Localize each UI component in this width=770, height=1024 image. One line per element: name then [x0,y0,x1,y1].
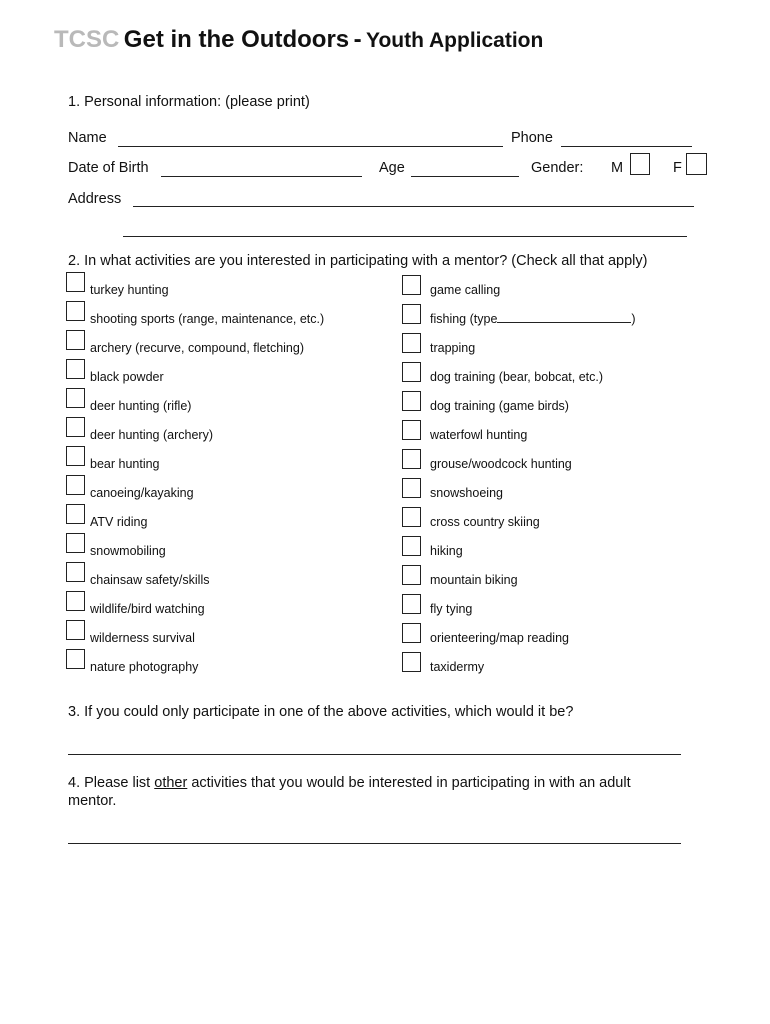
activity-checkbox[interactable] [66,591,85,611]
activity-label: trapping [430,341,476,355]
activity-checkbox[interactable] [402,623,421,643]
phone-field[interactable] [561,146,692,147]
activity-label: snowmobiling [90,544,166,558]
gender-f-label: F [673,160,682,176]
activity-checkbox[interactable] [402,565,421,585]
activity-checkbox[interactable] [402,391,421,411]
activity-label: taxidermy [430,660,485,674]
activity-checkbox[interactable] [402,652,421,672]
activity-checkbox[interactable] [402,362,421,382]
title-subtitle: Youth Application [366,29,544,52]
activity-label: grouse/woodcock hunting [430,457,572,471]
phone-label: Phone [511,130,553,146]
activity-label: shooting sports (range, maintenance, etc.) [90,312,325,326]
activity-label: dog training (bear, bobcat, etc.) [430,370,604,384]
activity-checkbox[interactable] [402,594,421,614]
activity-label [430,312,636,326]
fishing-close-paren: ) [631,312,636,326]
activity-label: waterfowl hunting [430,428,528,442]
activity-label: deer hunting (rifle) [90,399,192,413]
activity-label: snowshoeing [430,486,503,500]
activity-label: black powder [90,370,164,384]
activity-checkbox[interactable] [402,536,421,556]
section4-heading-line2: mentor. [68,793,117,809]
name-label: Name [68,130,107,146]
activity-checkbox[interactable] [402,304,421,324]
name-field[interactable] [118,146,503,147]
activity-checkbox[interactable] [66,504,85,524]
fishing-type-field[interactable] [497,312,631,323]
activity-checkbox[interactable] [66,649,85,669]
address-field-line1[interactable] [133,206,694,207]
section4-heading [68,775,631,791]
activity-checkbox[interactable] [402,478,421,498]
activity-checkbox[interactable] [66,330,85,350]
activity-label: game calling [430,283,501,297]
activity-checkbox[interactable] [66,359,85,379]
page-title [54,26,543,54]
activity-label: hiking [430,544,463,558]
activity-label: dog training (game birds) [430,399,569,413]
activity-checkbox[interactable] [66,417,85,437]
section3-answer-field[interactable] [68,754,681,755]
gender-m-label: M [611,160,624,176]
activity-label: cross country skiing [430,515,540,529]
title-prefix: TCSC [54,26,120,53]
activity-checkbox[interactable] [402,507,421,527]
activity-checkbox[interactable] [402,449,421,469]
title-main: Get in the Outdoors [123,26,350,53]
section4-heading-underlined: other [154,775,188,791]
activity-label: ATV riding [90,515,148,529]
activity-checkbox[interactable] [402,275,421,295]
activity-label: bear hunting [90,457,160,471]
activity-label: wilderness survival [90,631,195,645]
activity-label: canoeing/kayaking [90,486,194,500]
activity-label: wildlife/bird watching [90,602,205,616]
address-field-line2[interactable] [123,236,687,237]
activity-checkbox[interactable] [66,533,85,553]
activity-checkbox[interactable] [66,446,85,466]
activity-label: deer hunting (archery) [90,428,213,442]
address-label: Address [68,191,122,207]
gender-label: Gender: [531,160,584,176]
activity-checkbox[interactable] [66,475,85,495]
activity-checkbox[interactable] [66,301,85,321]
gender-f-checkbox[interactable] [686,153,707,175]
dob-label: Date of Birth [68,160,149,176]
section4-answer-field[interactable] [68,843,681,844]
section1-heading: 1. Personal information: (please print) [68,94,310,110]
gender-m-checkbox[interactable] [630,153,650,175]
activity-label: chainsaw safety/skills [90,573,210,587]
section2-heading: 2. In what activities are you interested in participating with a mentor? (Check all that apply) [68,253,648,269]
activity-label: turkey hunting [90,283,169,297]
activity-checkbox[interactable] [402,420,421,440]
fishing-label: fishing (type [430,312,498,326]
dob-field[interactable] [161,176,362,177]
activity-checkbox[interactable] [66,562,85,582]
activity-checkbox[interactable] [402,333,421,353]
activity-label: mountain biking [430,573,518,587]
activity-label: archery (recurve, compound, fletching) [90,341,304,355]
age-label: Age [379,160,405,176]
section3-heading: 3. If you could only participate in one of the above activities, which would it be? [68,704,574,720]
activity-checkbox[interactable] [66,272,85,292]
section4-heading-part1: 4. Please list [68,775,155,791]
activity-label: nature photography [90,660,199,674]
age-field[interactable] [411,176,519,177]
activity-checkbox[interactable] [66,388,85,408]
activity-label: orienteering/map reading [430,631,569,645]
section4-heading-part2: activities that you would be interested in participating in with an adult [187,775,631,791]
activity-checkbox[interactable] [66,620,85,640]
activity-label: fly tying [430,602,473,616]
title-dash: - [353,26,362,53]
